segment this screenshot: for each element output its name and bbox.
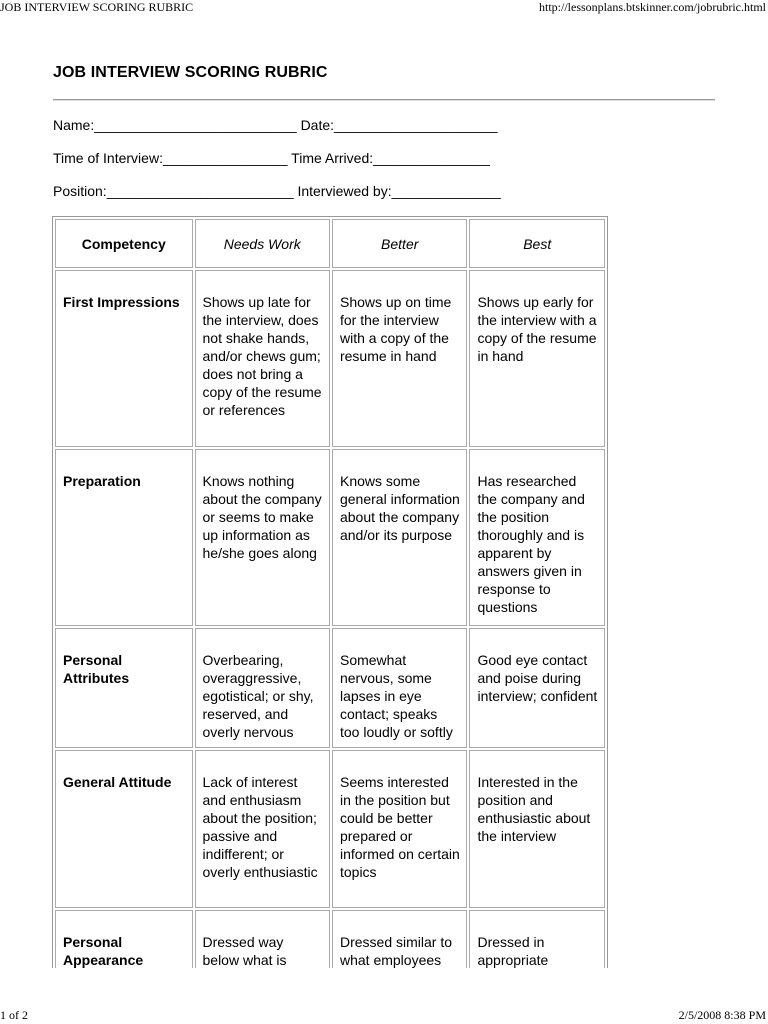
best-cell: Dressed in appropriate xyxy=(469,910,605,968)
position-field: Position:________________________ Interviewed by:______________ xyxy=(53,183,501,199)
best-cell: Has researched the company and the position thoroughly and is apparent by answers given in response to questions xyxy=(469,449,605,626)
competency-cell: General Attitude xyxy=(55,750,193,908)
print-footer-page: 1 of 2 xyxy=(0,1008,28,1022)
best-cell: Interested in the position and enthusiastic about the interview xyxy=(469,750,605,908)
table-row xyxy=(55,750,605,908)
competency-cell: Personal Attributes xyxy=(55,628,193,748)
time-field: Time of Interview:________________ Time Arrived:_______________ xyxy=(53,150,490,166)
title-divider xyxy=(53,99,715,101)
header-competency: Competency xyxy=(55,219,193,268)
better-cell: Dressed similar to what employees xyxy=(332,910,467,968)
header-best: Best xyxy=(469,219,605,268)
needs-work-cell: Shows up late for the interview, does not shake hands, and/or chews gum; does not bring a copy of the resume or references xyxy=(195,270,330,447)
table-header-row xyxy=(55,219,605,268)
header-needs-work: Needs Work xyxy=(195,219,330,268)
competency-cell: Personal Appearance xyxy=(55,910,193,968)
better-cell: Seems interested in the position but could be better prepared or informed on certain topics xyxy=(332,750,467,908)
header-better: Better xyxy=(332,219,467,268)
print-header-title: JOB INTERVIEW SCORING RUBRIC xyxy=(0,0,194,14)
table-row xyxy=(55,449,605,626)
rubric-table xyxy=(52,216,608,968)
competency-cell: Preparation xyxy=(55,449,193,626)
better-cell: Somewhat nervous, some lapses in eye contact; speaks too loudly or softly xyxy=(332,628,467,748)
needs-work-cell: Dressed way below what is xyxy=(195,910,330,968)
best-cell: Shows up early for the interview with a copy of the resume in hand xyxy=(469,270,605,447)
needs-work-cell: Knows nothing about the company or seems to make up information as he/she goes along xyxy=(195,449,330,626)
table-row xyxy=(55,628,605,748)
competency-cell: First Impressions xyxy=(55,270,193,447)
best-cell: Good eye contact and poise during interview; confident xyxy=(469,628,605,748)
print-header-url: http://lessonplans.btskinner.com/jobrubric.html xyxy=(539,0,766,14)
needs-work-cell: Overbearing, overaggressive, egotistical; or shy, reserved, and overly nervous xyxy=(195,628,330,748)
better-cell: Shows up on time for the interview with a copy of the resume in hand xyxy=(332,270,467,447)
name-date-field: Name:__________________________ Date:_____________________ xyxy=(53,117,498,133)
needs-work-cell: Lack of interest and enthusiasm about the position; passive and indifferent; or overly enthusiastic xyxy=(195,750,330,908)
print-footer-timestamp: 2/5/2008 8:38 PM xyxy=(678,1008,766,1022)
table-row xyxy=(55,910,605,968)
table-row xyxy=(55,270,605,447)
page-title: JOB INTERVIEW SCORING RUBRIC xyxy=(53,64,328,81)
better-cell: Knows some general information about the company and/or its purpose xyxy=(332,449,467,626)
